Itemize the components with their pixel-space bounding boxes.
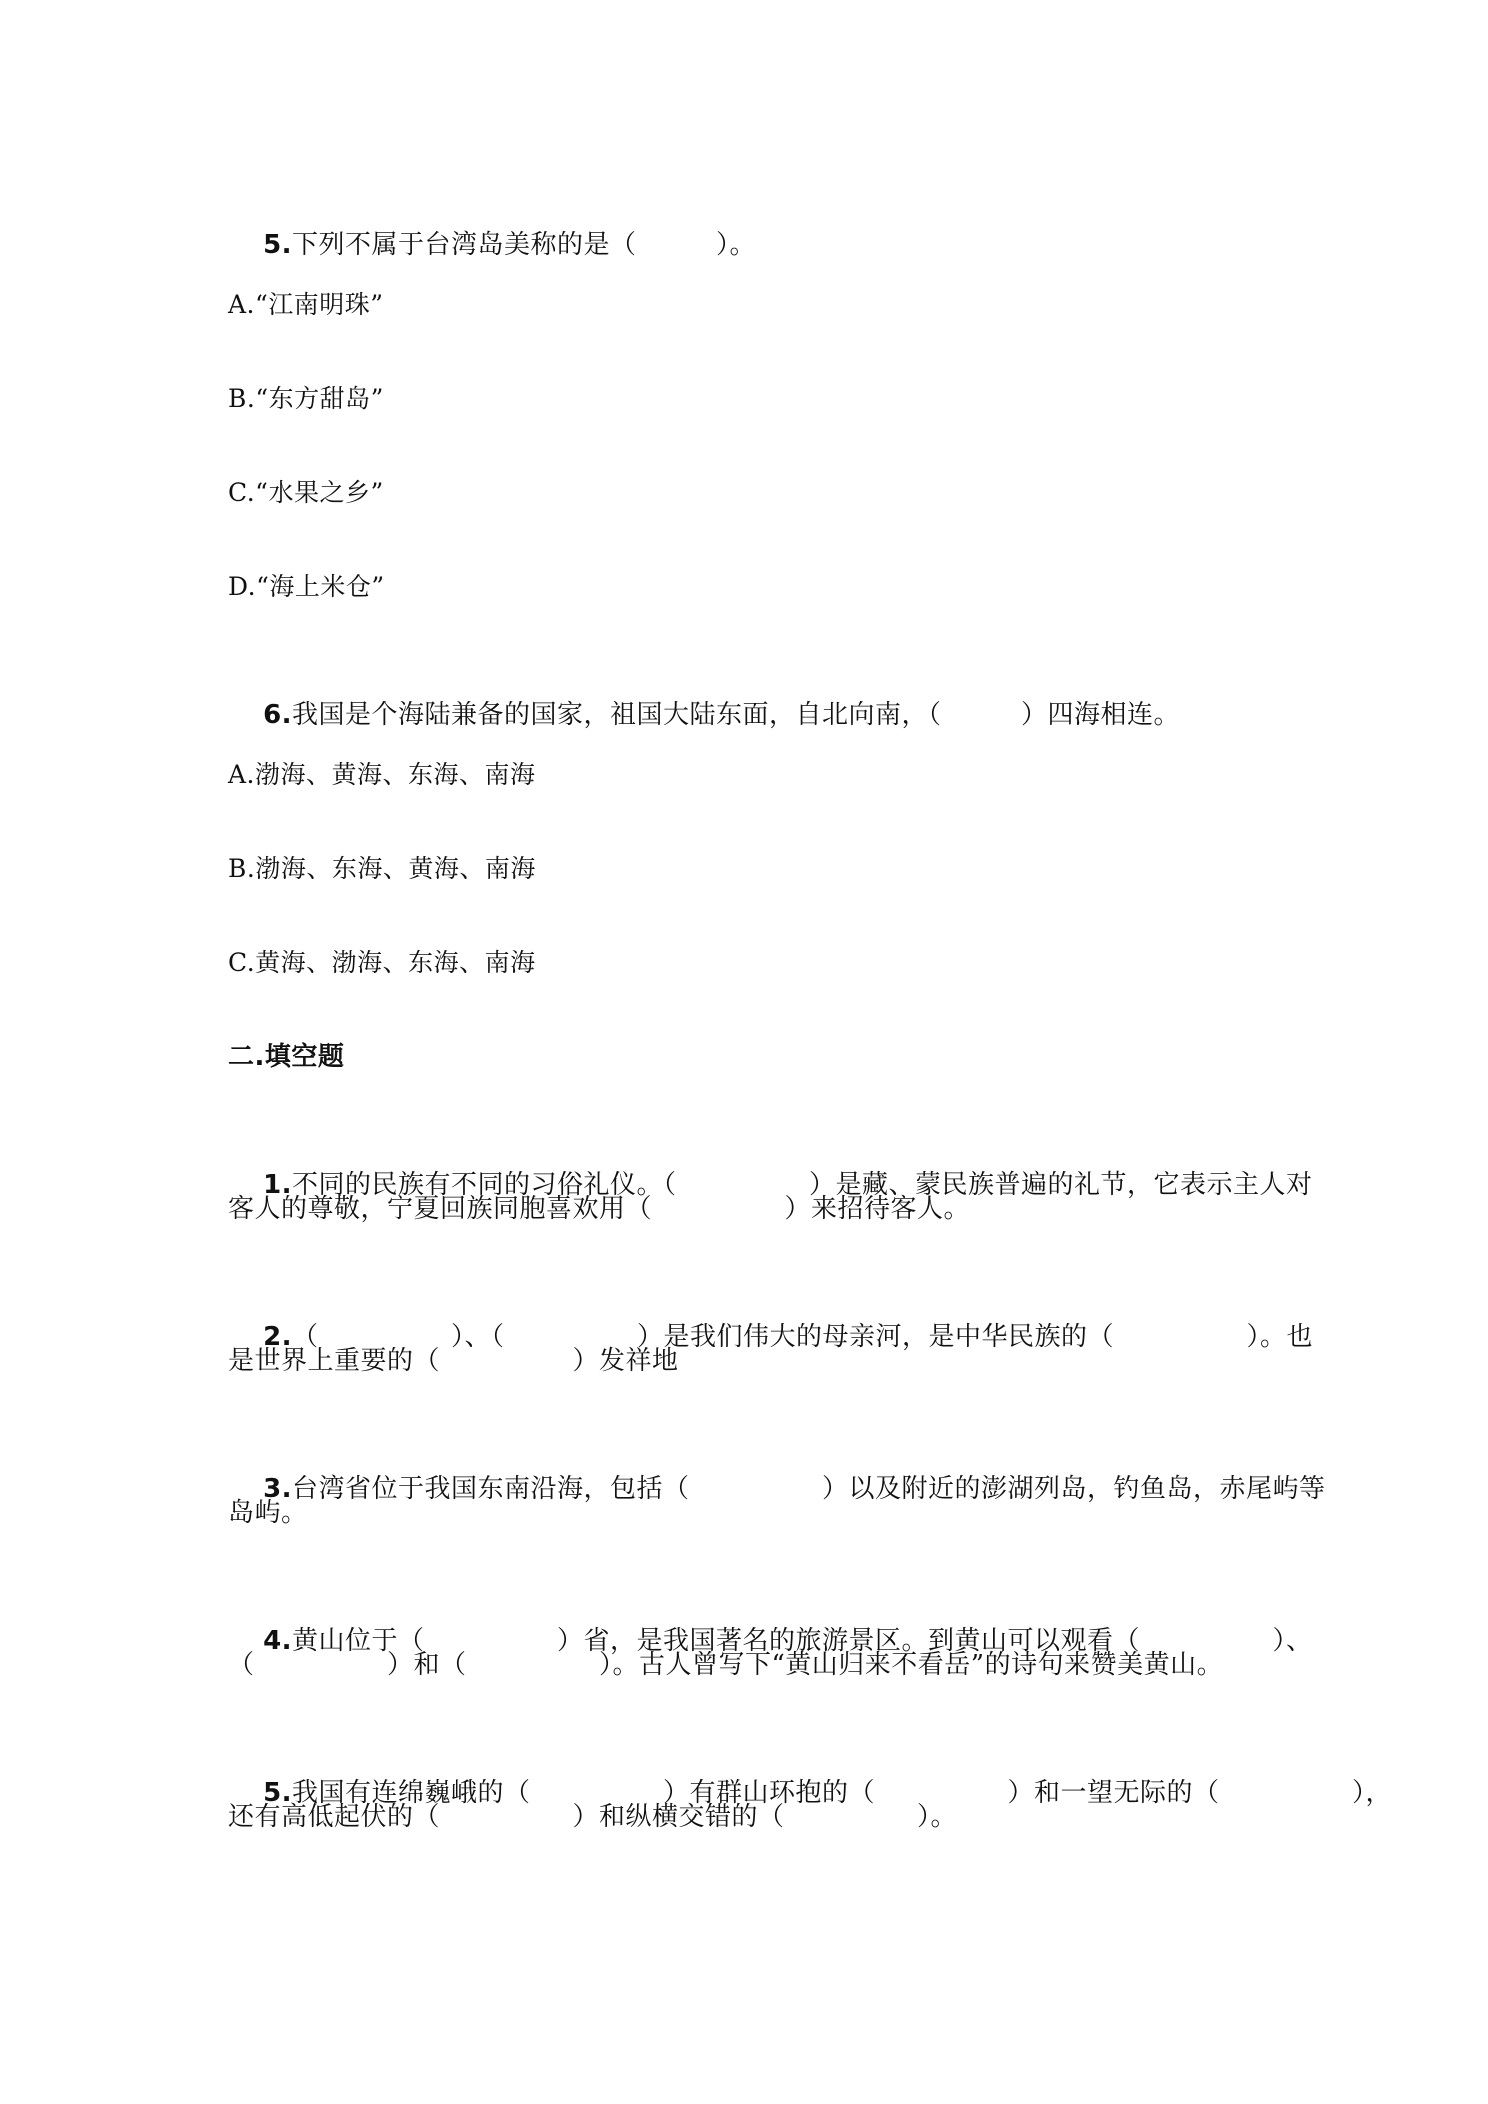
- question-stem: 下列不属于台湾岛美称的是（ ）。: [292, 230, 757, 260]
- question-stem: 我国是个海陆兼备的国家，祖国大陆东面，自北向南，（ ）四海相连。: [292, 700, 1181, 730]
- question-text: 黄山位于（ ）省，是我国著名的旅游景区。到黄山可以观看（ ）、: [292, 1626, 1313, 1656]
- question-number: 2.: [263, 1322, 293, 1352]
- fill-question-3-line-2: 岛屿。: [228, 1498, 308, 1528]
- question-number: 4.: [263, 1626, 293, 1656]
- fill-question-5-line-2: 还有高低起伏的（ ）和纵横交错的（ ）。: [228, 1802, 958, 1832]
- question-number: 1.: [263, 1170, 293, 1200]
- question-5-stem-line: [228, 194, 756, 296]
- fill-question-2-line-2: 是世界上重要的（ ）发祥地: [228, 1346, 679, 1376]
- fill-question-1-line-2: 客人的尊敬，宁夏回族同胞喜欢用（ ）来招待客人。: [228, 1194, 971, 1224]
- option-b: B.渤海、东海、黄海、南海: [228, 854, 536, 883]
- question-text: 我国有连绵巍峨的（ ）有群山环抱的（ ）和一望无际的（ ），: [292, 1778, 1393, 1808]
- question-text: 不同的民族有不同的习俗礼仪。（ ）是藏、蒙民族普遍的礼节，它表示主人对: [292, 1170, 1313, 1200]
- question-number: 6.: [263, 700, 293, 730]
- question-6-stem-line: [228, 664, 1180, 766]
- question-text: （ ）、（ ）是我们伟大的母亲河，是中华民族的（ ）。也: [292, 1322, 1314, 1352]
- question-text: 台湾省位于我国东南沿海，包括（ ）以及附近的澎湖列岛，钓鱼岛，赤尾屿等: [292, 1474, 1326, 1504]
- option-c: C.黄海、渤海、东海、南海: [228, 948, 536, 977]
- question-number: 3.: [263, 1474, 293, 1504]
- fill-question-4-line-2: （ ）和（ ）。古人曾写下“黄山归来不看岳”的诗句来赞美黄山。: [228, 1650, 1224, 1680]
- option-a: A.“江南明珠”: [228, 290, 384, 319]
- option-d: D.“海上米仓”: [228, 572, 385, 601]
- question-number: 5.: [263, 1778, 293, 1808]
- question-number: 5.: [263, 230, 293, 260]
- option-a: A.渤海、黄海、东海、南海: [228, 760, 536, 789]
- option-b: B.“东方甜岛”: [228, 384, 384, 413]
- section-heading: 二.填空题: [228, 1042, 345, 1072]
- option-c: C.“水果之乡”: [228, 478, 384, 507]
- fill-question-3-line-1: [228, 1438, 1326, 1540]
